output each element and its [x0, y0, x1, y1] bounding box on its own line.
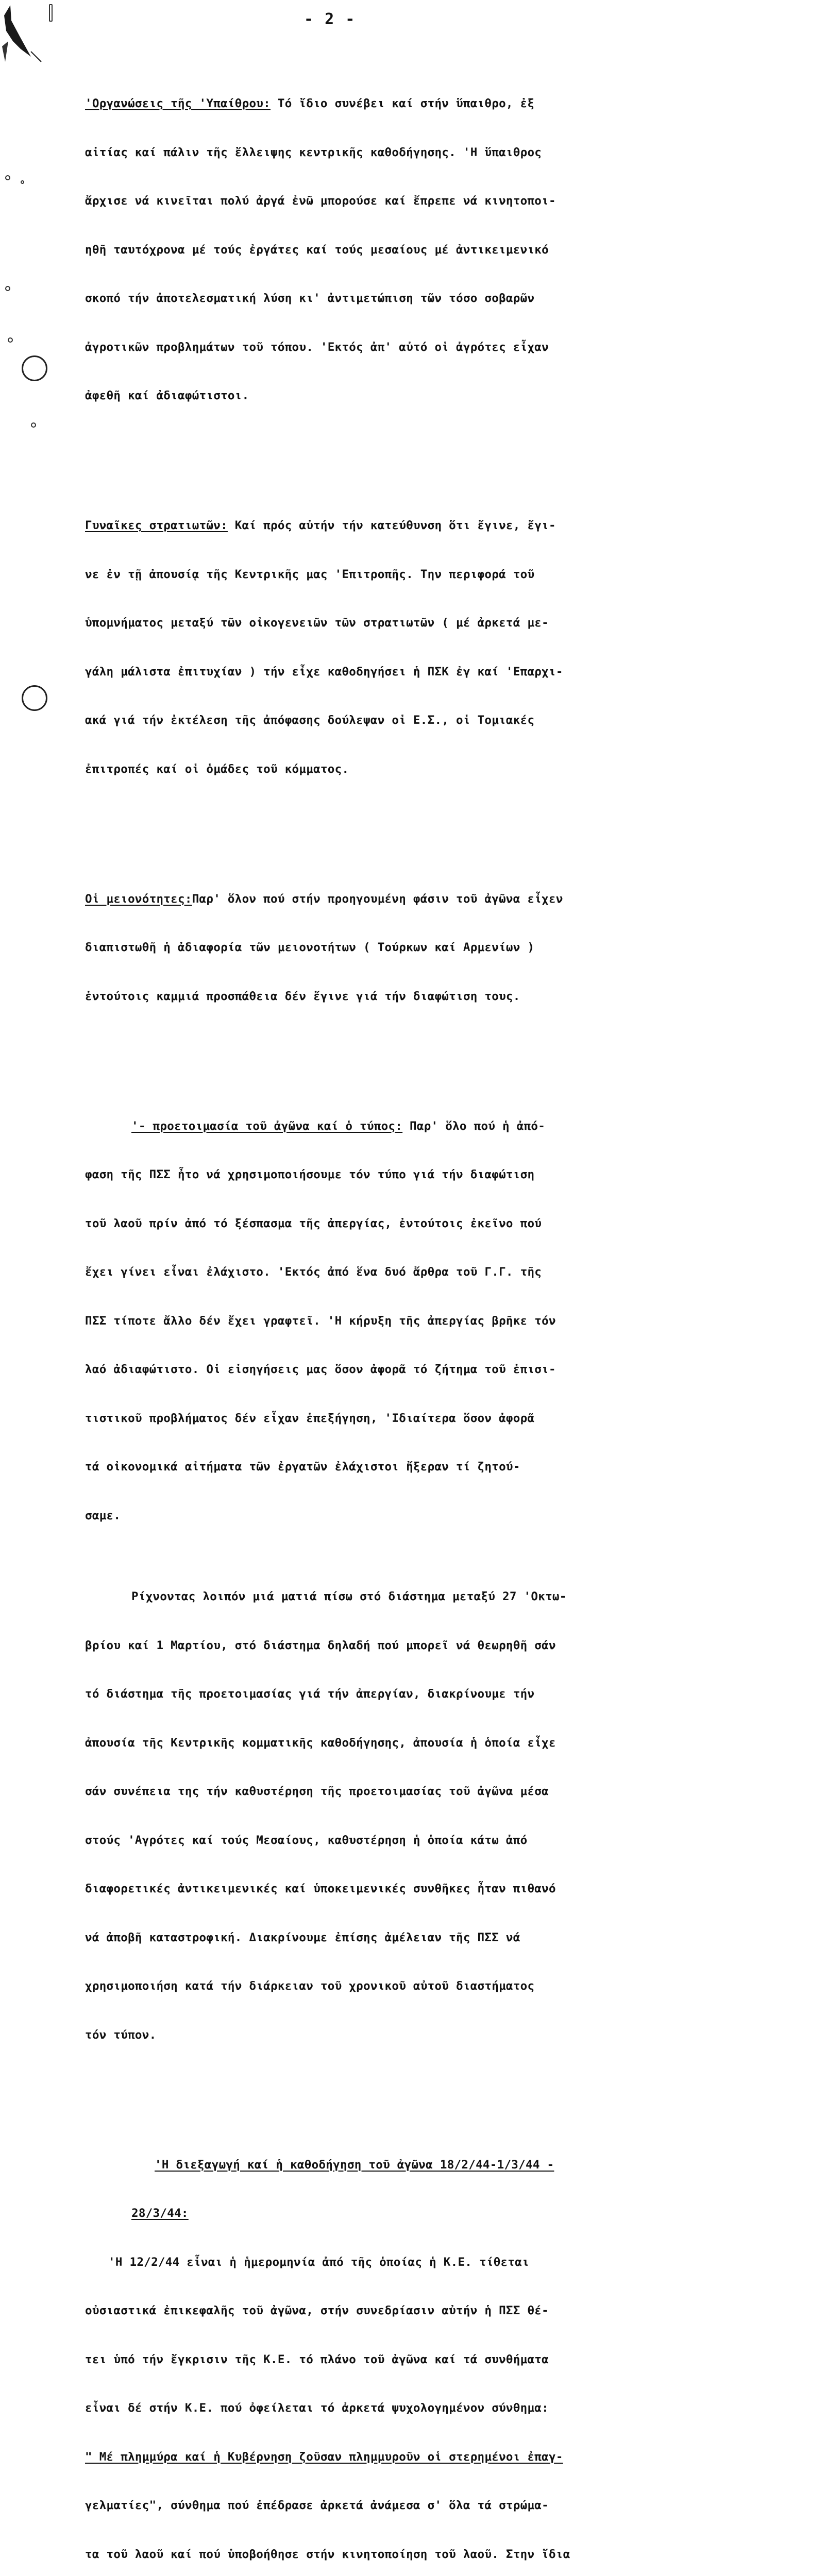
text-line: τει ὑπό τήν ἔγκρισιν τῆς Κ.Ε. τό πλάνο τοῦ ἀγῶνα καί τά συνθήματα [85, 2352, 549, 2366]
text-line: Οἱ μειονότητες:Παρ' ὅλον πού στήν προηγουμένη φάσιν τοῦ ἀγῶνα εἶχεν [85, 892, 563, 906]
text-line: ἐντούτοις καμμιά προσπάθεια δέν ἔγινε γιά τήν διαφώτιση τους. [85, 989, 520, 1003]
section-heading: 28/3/44: [131, 2207, 189, 2220]
text-line: " Μέ πλημμύρα καί ἡ Κυβέρνηση ζοῦσαν πλημμυροῦν οἱ στερημένοι ἐπαγ- [85, 2450, 563, 2464]
section-heading: '- προετοιμασία τοῦ ἀγῶνα καί ὁ τύπος: [131, 1119, 403, 1133]
text-line: ἐπιτροπές καί οἱ ὁμάδες τοῦ κόμματος. [85, 762, 349, 776]
text-line: διαπιστωθῆ ἡ ἀδιαφορία τῶν μειονοτήτων ( Τούρκων καί Αρμενίων ) [85, 941, 535, 954]
text-line: σκοπό τήν ἀποτελεσματική λύση κι' ἀντιμετώπιση τῶν τόσο σοβαρῶν [85, 292, 535, 305]
text-line: τά οἰκονομικά αἰτήματα τῶν ἐργατῶν ἐλάχιστοι ἤξεραν τί ζητού- [85, 1460, 520, 1473]
text-line: ἄρχισε νά κινεῖται πολύ ἀργά ἐνῶ μπορούσε καί ἔπρεπε νά κινητοποι- [85, 194, 556, 208]
text-line: λαό ἀδιαφώτιστο. Οἱ εἰσηγήσεις μας ὅσον ἀφορᾶ τό ζήτημα τοῦ ἐπισι- [85, 1363, 556, 1376]
margin-speck [49, 4, 53, 22]
text-line: χρησιμοποιήση κατά τήν διάρκειαν τοῦ χρονικοῦ αὐτοῦ διαστήματος [85, 1979, 535, 1993]
text-line: φαση τῆς ΠΣΣ ἦτο νά χρησιμοποιήσουμε τόν τύπο γιά τήν διαφώτιση [85, 1168, 535, 1181]
text-line: '- προετοιμασία τοῦ ἀγῶνα καί ὁ τύπος: Παρ' ὅλο πού ἡ ἀπό- [131, 1119, 546, 1133]
margin-speck [21, 180, 24, 184]
text-line: τοῦ λαοῦ πρίν ἀπό τό ξέσπασμα τῆς ἀπεργίας, ἐντούτοις ἐκεῖνο πού [85, 1216, 542, 1230]
text-line: γάλη μάλιστα ἐπιτυχίαν ) τήν εἶχε καθοδηγήσει ἡ ΠΣΚ ἐγ καί 'Επαρχι- [85, 665, 563, 679]
text-line: Ρίχνοντας λοιπόν μιά ματιά πίσω στό διάστημα μεταξύ 27 'Οκτω- [131, 1590, 567, 1603]
text-line: ὑπομνήματος μεταξύ τῶν οἰκογενειῶν τῶν στρατιωτῶν ( μέ ἀρκετά με- [85, 616, 549, 630]
text-line: ηθῆ ταυτόχρονα μέ τούς ἐργάτες καί τούς μεσαίους μέ ἀντικειμενικό [85, 243, 549, 257]
section-heading: Γυναῖκες στρατιωτῶν: [85, 519, 228, 532]
text-line: βρίου καί 1 Μαρτίου, στό διάστημα δηλαδή πού μπορεῖ νά θεωρηθῆ σάν [85, 1638, 556, 1652]
text-line: ἀφεθῆ καί ἀδιαφώτιστοι. [85, 389, 249, 402]
section-heading: Οἱ μειονότητες: [85, 892, 192, 906]
margin-speck [5, 175, 10, 180]
margin-speck [5, 286, 10, 291]
text-line: ΠΣΣ τίποτε ἄλλο δέν ἔχει γραφτεῖ. 'Η κήρυξη τῆς ἀπεργίας βρῆκε τόν [85, 1314, 556, 1328]
text-line: ἀγροτικῶν προβλημάτων τοῦ τόπου. 'Εκτός ἀπ' αὐτό οἱ ἀγρότες εἶχαν [85, 340, 549, 354]
section-heading: 'Η διεξαγωγή καί ἡ καθοδήγηση τοῦ ἀγῶνα 18/2/44-1/3/44 - [155, 2158, 554, 2172]
text-line: τόν τύπον. [85, 2028, 157, 2042]
text-line: γελματίες", σύνθημα πού ἐπέδρασε ἀρκετά ἀνάμεσα σ' ὅλα τά στρώμα- [85, 2499, 549, 2512]
document-body [85, 31, 786, 2576]
text-line: αἰτίας καί πάλιν τῆς ἔλλειψης κεντρικῆς καθοδήγησης. 'Η ὕπαιθρος [85, 145, 542, 159]
text-line: 'Οργανώσεις τῆς 'Υπαίθρου: Τό ἴδιο συνέβει καί στήν ὕπαιθρο, ἐξ [85, 97, 535, 110]
text-line: σάν συνέπεια της τήν καθυστέρηση τῆς προετοιμασίας τοῦ ἀγῶνα μέσα [85, 1785, 549, 1798]
binder-hole-top [22, 355, 47, 381]
corner-marking-icon [0, 0, 46, 103]
text-line: ἀπουσία τῆς Κεντρικῆς κομματικῆς καθοδήγησης, ἀπουσία ἡ ὁποία εἶχε [85, 1736, 556, 1750]
text-line: στούς 'Αγρότες καί τούς Μεσαίους, καθυστέρηση ἡ ὁποία κάτω ἀπό [85, 1833, 528, 1847]
text-line: τιστικοῦ προβλήματος δέν εἶχαν ἐπεξήγηση, 'Ιδιαίτερα ὅσον ἀφορᾶ [85, 1411, 535, 1425]
text-line: ακά γιά τήν ἐκτέλεση τῆς ἀπόφασης δούλεψαν οἱ Ε.Σ., οἱ Τομιακές [85, 714, 535, 727]
text-line: ἔχει γίνει εἶναι ἐλάχιστο. 'Εκτός ἀπό ἕνα δυό ἄρθρα τοῦ Γ.Γ. τῆς [85, 1265, 542, 1279]
text-line: 'Η 12/2/44 εἶναι ἡ ἡμερομηνία ἀπό τῆς ὁποίας ἡ Κ.Ε. τίθεται [108, 2255, 529, 2269]
text-line: εἶναι δέ στήν Κ.Ε. πού ὀφείλεται τό ἀρκετά ψυχολογημένον σύνθημα: [85, 2401, 549, 2415]
text-line: τό διάστημα τῆς προετοιμασίας γιά τήν ἀπεργίαν, διακρίνουμε τήν [85, 1687, 535, 1701]
section-heading: 'Οργανώσεις τῆς 'Υπαίθρου: [85, 97, 271, 110]
page-number: - 2 - [304, 10, 356, 28]
text-line: νε ἐν τῇ ἀπουσίᾳ τῆς Κεντρικῆς μας 'Επιτροπῆς. Την περιφορά τοῦ [85, 567, 535, 581]
text-line: σαμε. [85, 1509, 121, 1522]
text-line: τα τοῦ λαοῦ καί πού ὑποβοήθησε στήν κινητοποίηση τοῦ λαοῦ. Στην ἴδια [85, 2547, 570, 2561]
text-line: Γυναῖκες στρατιωτῶν: Καί πρός αὐτήν τήν κατεύθυνση ὅτι ἔγινε, ἔγι- [85, 519, 556, 532]
text-line: οὐσιαστικά ἐπικεφαλῆς τοῦ ἀγῶνα, στήν συνεδρίασιν αὐτήν ἡ ΠΣΣ θέ- [85, 2304, 549, 2317]
text-line: νά ἀποβῆ καταστροφική. Διακρίνουμε ἐπίσης ἀμέλειαν τῆς ΠΣΣ νά [85, 1930, 520, 1944]
text-line: διαφορετικές ἀντικειμενικές καί ὑποκειμενικές συνθῆκες ἦταν πιθανό [85, 1882, 556, 1895]
margin-speck [31, 422, 36, 428]
binder-hole-bottom [22, 685, 47, 711]
margin-speck [8, 337, 13, 343]
